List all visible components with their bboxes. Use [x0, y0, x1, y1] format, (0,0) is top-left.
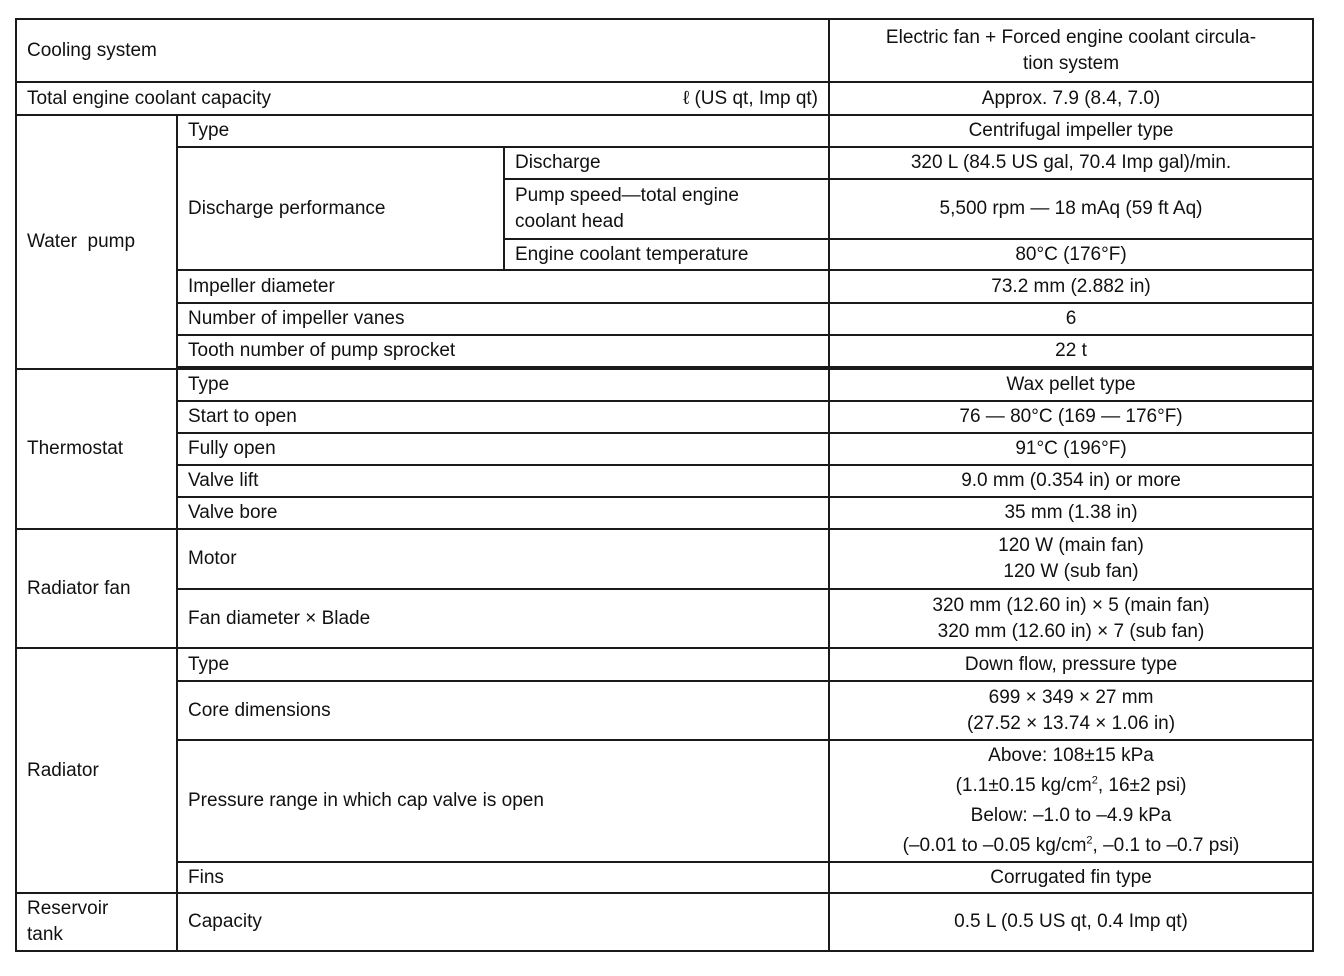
pump-speed-value: 5,500 rpm — 18 mAq (59 ft Aq)	[829, 179, 1313, 239]
core-dimensions-line1: 699 × 349 × 27 mm	[988, 686, 1154, 708]
radiator-fan-group: Radiator fan	[16, 529, 177, 648]
cap-pressure-line2b: , 16±2 psi)	[1097, 775, 1187, 796]
water-pump-group: Water pump	[16, 115, 177, 369]
cap-pressure-line1: Above: 108±15 kPa	[988, 745, 1154, 766]
total-capacity-cell	[16, 82, 829, 115]
cooling-system-value	[829, 19, 1313, 82]
table-row	[16, 433, 1313, 465]
reservoir-tank-group	[16, 893, 177, 951]
total-capacity-label: Total engine coolant capacity	[27, 87, 271, 109]
valve-bore-label: Valve bore	[177, 497, 829, 529]
table-row	[16, 681, 1313, 740]
radiator-group: Radiator	[16, 648, 177, 893]
table-row	[16, 147, 1313, 179]
table-row	[16, 589, 1313, 648]
cooling-system-value-line1: Electric fan + Forced engine coolant circula-	[885, 26, 1257, 48]
reservoir-capacity-label: Capacity	[177, 893, 829, 951]
cap-pressure-line4b: , –0.1 to –0.7 psi)	[1092, 835, 1240, 856]
table-row	[16, 115, 1313, 147]
total-capacity-value: Approx. 7.9 (8.4, 7.0)	[829, 82, 1313, 115]
reservoir-tank-line2: tank	[27, 924, 63, 945]
radiator-type-value: Down flow, pressure type	[829, 648, 1313, 681]
table-row	[16, 648, 1313, 681]
valve-lift-label: Valve lift	[177, 465, 829, 497]
radiator-type-label: Type	[177, 648, 829, 681]
coolant-temp-value: 80°C (176°F)	[829, 239, 1313, 270]
discharge-label: Discharge	[504, 147, 829, 179]
core-dimensions-label: Core dimensions	[177, 681, 829, 740]
core-dimensions-line2: (27.52 × 13.74 × 1.06 in)	[966, 712, 1176, 734]
table-row	[16, 401, 1313, 433]
cooling-system-value-line2: tion system	[1022, 52, 1120, 74]
valve-bore-value: 35 mm (1.38 in)	[829, 497, 1313, 529]
thermostat-group: Thermostat	[16, 369, 177, 529]
table-row	[16, 497, 1313, 529]
fully-open-value: 91°C (196°F)	[829, 433, 1313, 465]
impeller-vanes-value: 6	[829, 303, 1313, 335]
motor-value	[829, 529, 1313, 589]
impeller-diameter-label: Impeller diameter	[177, 270, 829, 303]
start-to-open-label: Start to open	[177, 401, 829, 433]
fan-blade-value-line2: 320 mm (12.60 in) × 7 (sub fan)	[937, 620, 1205, 642]
cap-pressure-line4	[836, 831, 1306, 861]
water-pump-type-value: Centrifugal impeller type	[829, 115, 1313, 147]
pump-speed-label	[504, 179, 829, 239]
motor-value-line1: 120 W (main fan)	[998, 535, 1144, 556]
table-row	[16, 465, 1313, 497]
cooling-system-spec-table	[15, 18, 1314, 952]
cap-pressure-label: Pressure range in which cap valve is open	[177, 740, 829, 862]
fan-blade-label: Fan diameter × Blade	[177, 589, 829, 648]
fully-open-label: Fully open	[177, 433, 829, 465]
core-dimensions-value	[829, 681, 1313, 740]
sprocket-teeth-value: 22 t	[829, 335, 1313, 367]
cap-pressure-line4a: (–0.01 to –0.05 kg/cm	[902, 835, 1087, 856]
start-to-open-value: 76 — 80°C (169 — 176°F)	[829, 401, 1313, 433]
pump-speed-label-line1: Pump speed—total engine	[515, 185, 739, 206]
impeller-vanes-label: Number of impeller vanes	[177, 303, 829, 335]
table-row	[16, 335, 1313, 367]
impeller-diameter-value: 73.2 mm (2.882 in)	[829, 270, 1313, 303]
reservoir-tank-line1: Reservoir	[27, 898, 109, 919]
cooling-system-label: Cooling system	[16, 19, 829, 82]
table-row	[16, 862, 1313, 893]
fins-label: Fins	[177, 862, 829, 893]
reservoir-capacity-value: 0.5 L (0.5 US qt, 0.4 Imp qt)	[829, 893, 1313, 951]
table-row	[16, 19, 1313, 82]
table-row	[16, 303, 1313, 335]
water-pump-type-label: Type	[177, 115, 829, 147]
fan-blade-value-line1: 320 mm (12.60 in) × 5 (main fan)	[932, 594, 1210, 616]
pump-speed-label-line2: coolant head	[515, 211, 624, 232]
thermostat-type-value: Wax pellet type	[829, 369, 1313, 401]
cap-pressure-value	[829, 740, 1313, 862]
sprocket-teeth-label: Tooth number of pump sprocket	[177, 335, 829, 367]
cap-pressure-line2-sup: 2	[1091, 774, 1098, 787]
table-row	[16, 893, 1313, 951]
table-row	[16, 529, 1313, 589]
thermostat-type-label: Type	[177, 369, 829, 401]
table-row	[16, 270, 1313, 303]
table-row	[16, 369, 1313, 401]
valve-lift-value: 9.0 mm (0.354 in) or more	[829, 465, 1313, 497]
motor-value-line2: 120 W (sub fan)	[1003, 561, 1139, 582]
cap-pressure-line2a: (1.1±0.15 kg/cm	[955, 775, 1092, 796]
motor-label: Motor	[177, 529, 829, 589]
discharge-performance-label: Discharge performance	[177, 147, 504, 270]
fins-value: Corrugated fin type	[829, 862, 1313, 893]
cap-pressure-line2	[836, 771, 1306, 801]
cap-pressure-line4-sup: 2	[1086, 834, 1093, 847]
fan-blade-value	[829, 589, 1313, 648]
table-row	[16, 82, 1313, 115]
coolant-temp-label: Engine coolant temperature	[504, 239, 829, 270]
total-capacity-unit: ℓ (US qt, Imp qt)	[683, 87, 819, 109]
cap-pressure-line3: Below: –1.0 to –4.9 kPa	[970, 805, 1172, 826]
discharge-value: 320 L (84.5 US gal, 70.4 Imp gal)/min.	[829, 147, 1313, 179]
table-row	[16, 740, 1313, 862]
